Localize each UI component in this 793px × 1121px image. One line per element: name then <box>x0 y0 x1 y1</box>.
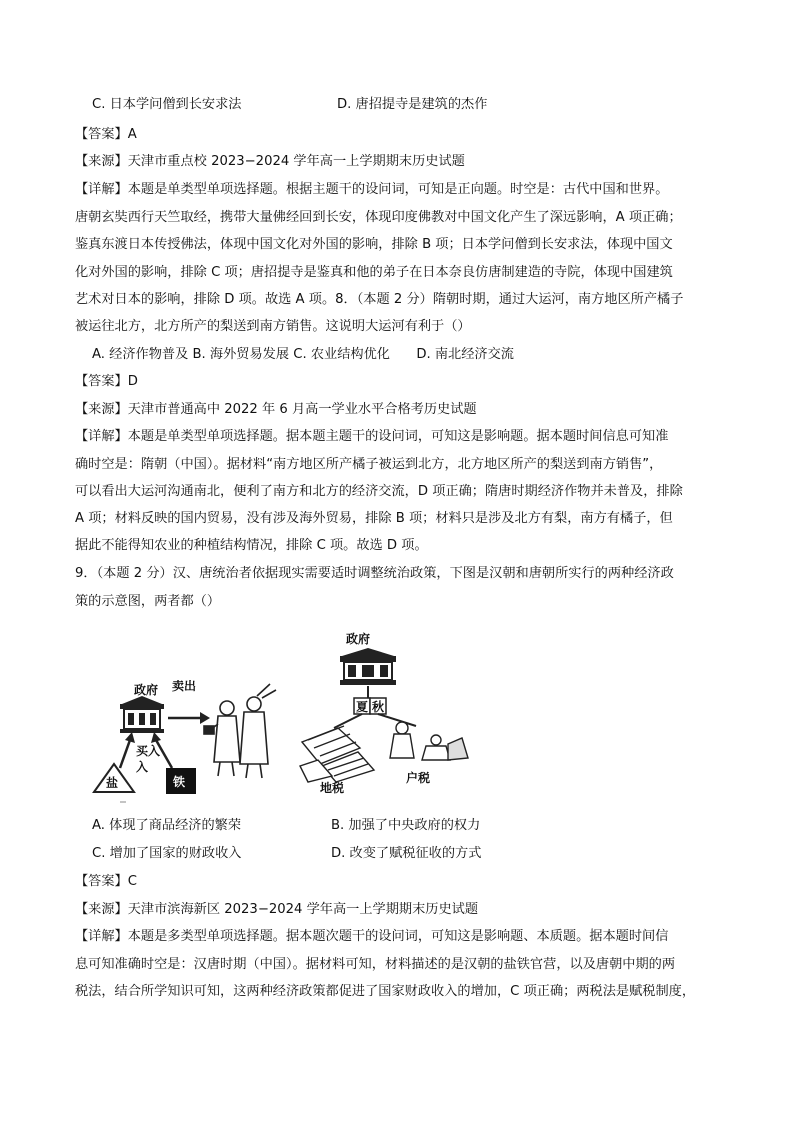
sell-arrow-icon <box>168 712 210 724</box>
q8-options: A. 经济作物普及 B. 海外贸易发展 C. 农业结构优化 D. 南北经济交流 <box>92 347 514 362</box>
autumn-label: 秋 <box>372 700 385 714</box>
q7-detail-line-6: 被运往北方，北方所产的梨送到南方销售。这说明大运河有利于（） <box>75 319 471 334</box>
q9-detail-line-1: 【详解】本题是多类型单项选择题。据本题次题干的设问词，可知这是影响题、本质题。据本题时间信 <box>75 929 669 944</box>
tang-two-tax-figure <box>298 630 478 795</box>
q9-stem-line-1: 9．（本题 2 分）汉、唐统治者依据现实需要适时调整统治政策，下图是汉朝和唐朝所实行的两种经济政 <box>75 566 674 581</box>
q9-stem-line-2: 策的示意图，两者都（） <box>75 594 221 609</box>
q7-option-c: C. 日本学问僧到长安求法 <box>92 97 242 112</box>
buy-label-2: 入 <box>136 760 149 774</box>
household-tax-label: 户税 <box>406 771 431 785</box>
summer-label: 夏 <box>356 700 369 714</box>
merchant-figures-icon <box>204 684 276 778</box>
q8-detail-line-4: A 项；材料反映的国内贸易，没有涉及海外贸易，排除 B 项；材料只是涉及北方有梨，南方有橘子，但 <box>75 511 673 526</box>
q7-detail-line-5: 艺术对日本的影响，排除 D 项。故选 A 项。8．（本题 2 分）隋朝时期，通过大运河，南方地区所产橘子 <box>75 292 684 307</box>
q7-detail-line-4: 化对外国的影响，排除 C 项；唐招提寺是鉴真和他的弟子在日本奈良仿唐制建造的寺院，体现中国建筑 <box>75 265 673 280</box>
q8-detail-line-5: 据此不能得知农业的种植结构情况，排除 C 项。故选 D 项。 <box>75 538 428 553</box>
q8-answer: 【答案】D <box>75 374 138 389</box>
q9-detail-line-3: 税法，结合所学知识可知，这两种经济政策都促进了国家财政收入的增加，C 项正确；两税法是赋税制度， <box>75 984 696 999</box>
household-figures-icon <box>390 722 468 760</box>
q9-option-c: C. 增加了国家的财政收入 <box>92 846 242 861</box>
svg-text:铁: 铁 <box>173 775 186 789</box>
q7-detail-line-1: 【详解】本题是单类型单项选择题。根据主题干的设问词，可知是正向题。时空是：古代中国和世界。 <box>75 182 669 197</box>
q9-option-b: B. 加强了中央政府的权力 <box>331 818 481 833</box>
q9-answer: 【答案】C <box>75 874 137 889</box>
q8-detail-line-2: 确时空是：隋朝（中国）。据材料“南方地区所产橘子被运到北方，北方地区所产的梨送到南方销售”， <box>75 457 663 472</box>
q7-source: 【来源】天津市重点校 2023−2024 学年高一上学期期末历史试题 <box>75 154 465 169</box>
q8-detail-line-3: 可以看出大运河沟通南北，便利了南方和北方的经济交流，D 项正确；隋唐时期经济作物并未普及，排除 <box>75 484 683 499</box>
q9-source: 【来源】天津市滨海新区 2023−2024 学年高一上学期期末历史试题 <box>75 902 479 917</box>
sell-label: 卖出 <box>172 680 197 693</box>
q7-answer: 【答案】A <box>75 127 137 142</box>
q8-detail-line-1: 【详解】本题是单类型单项选择题。据本题主题干的设问词，可知这是影响题。据本题时间信息可知准 <box>75 429 669 444</box>
right-gov-label: 政府 <box>346 632 371 646</box>
q9-option-a: A. 体现了商品经济的繁荣 <box>92 818 242 833</box>
iron-block-icon <box>166 768 196 794</box>
farmland-icon <box>300 726 374 782</box>
q7-detail-line-3: 鉴真东渡日本传授佛法，体现中国文化对外国的影响，排除 B 项；日本学问僧到长安求法，体现中国文 <box>75 237 673 252</box>
q9-detail-line-2: 息可知准确时空是：汉唐时期（中国）。据材料可知，材料描述的是汉朝的盐铁官营，以及唐朝中期的两 <box>75 957 676 972</box>
svg-text:盐: 盐 <box>106 776 119 790</box>
government-building-icon <box>340 648 396 685</box>
left-gov-label: 政府 <box>134 683 159 697</box>
han-salt-iron-figure <box>92 680 282 805</box>
buy-label: 买入 <box>136 744 161 758</box>
q9-option-d: D. 改变了赋税征收的方式 <box>331 846 482 861</box>
land-tax-label: 地税 <box>320 781 345 795</box>
salt-pile-icon <box>94 764 134 792</box>
q7-detail-line-2: 唐朝玄奘西行天竺取经，携带大量佛经回到长安，体现印度佛教对中国文化产生了深远影响，A 项正确； <box>75 210 682 225</box>
q7-option-d: D. 唐招提寺是建筑的杰作 <box>337 97 488 112</box>
q8-source: 【来源】天津市普通高中 2022 年 6 月高一学业水平合格考历史试题 <box>75 402 477 417</box>
government-building-icon <box>120 696 164 733</box>
